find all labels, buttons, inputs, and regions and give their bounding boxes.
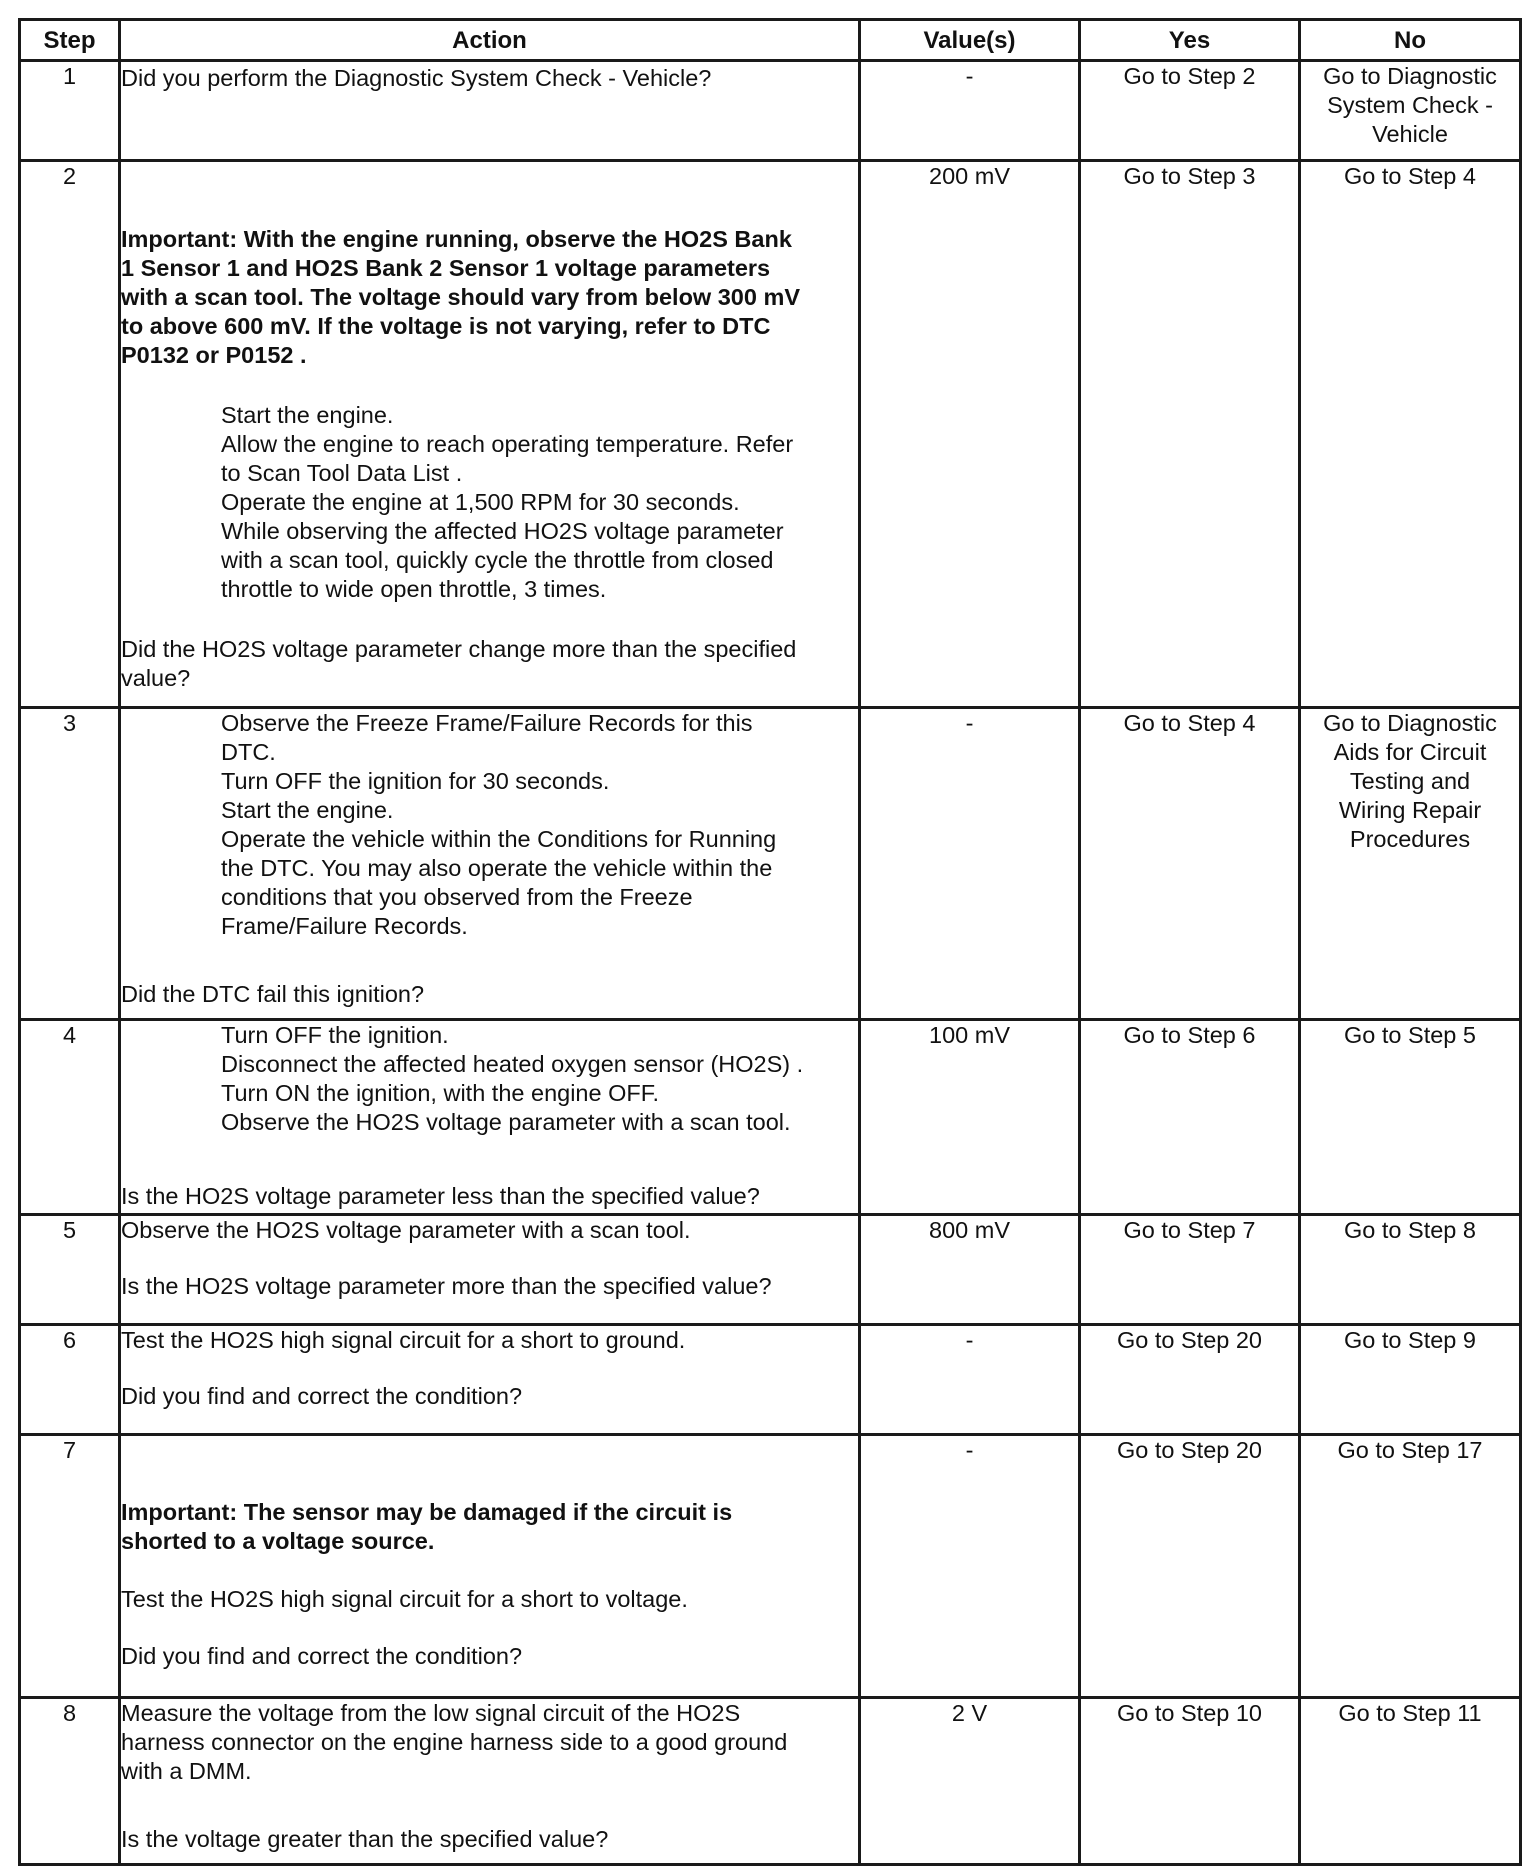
action-cell: [120, 708, 860, 1020]
instruction-text: [121, 1699, 858, 1786]
procedure-line: the DTC. You may also operate the vehicle within the: [221, 855, 773, 881]
instruction-line: with a DMM.: [121, 1758, 252, 1784]
question-text: Did you perform the Diagnostic System Check - Vehicle?: [121, 65, 712, 91]
instruction-text: Test the HO2S high signal circuit for a short to ground.: [121, 1327, 686, 1353]
step-number: 6: [20, 1325, 120, 1435]
action-cell: [120, 1698, 860, 1865]
procedure-line: Turn OFF the ignition for 30 seconds.: [221, 768, 610, 794]
instruction-text: Test the HO2S high signal circuit for a short to voltage.: [121, 1586, 688, 1612]
procedure-line: Turn ON the ignition, with the engine OFF.: [221, 1080, 660, 1106]
procedure-line: DTC.: [221, 739, 276, 765]
value-cell: 2 V: [860, 1698, 1080, 1865]
procedure-line: Disconnect the affected heated oxygen sensor (HO2S) .: [221, 1051, 804, 1077]
no-line: Go to Diagnostic: [1323, 63, 1497, 89]
question-line: value?: [121, 665, 191, 691]
question-text: Is the HO2S voltage parameter less than the specified value?: [121, 1183, 760, 1209]
yes-link[interactable]: Go to Step 7: [1080, 1215, 1300, 1325]
yes-link[interactable]: Go to Step 10: [1080, 1698, 1300, 1865]
action-cell: [120, 1435, 860, 1698]
question-text: [121, 635, 858, 693]
step-number: 5: [20, 1215, 120, 1325]
value-cell: 800 mV: [860, 1215, 1080, 1325]
question-text: Is the HO2S voltage parameter more than the specified value?: [121, 1273, 772, 1299]
table-row: [20, 1215, 1521, 1325]
important-line: Important: With the engine running, observe the HO2S Bank: [121, 226, 792, 252]
table-row: [20, 161, 1521, 708]
instruction-text: Observe the HO2S voltage parameter with a scan tool.: [121, 1217, 691, 1243]
value-cell: 200 mV: [860, 161, 1080, 708]
no-line: System Check -: [1327, 92, 1493, 118]
yes-link[interactable]: Go to Step 2: [1080, 61, 1300, 161]
step-number: 7: [20, 1435, 120, 1698]
procedure-line: Observe the HO2S voltage parameter with a scan tool.: [221, 1109, 791, 1135]
important-note: [121, 1498, 858, 1556]
header-step: Step: [20, 20, 120, 61]
no-link[interactable]: [1300, 708, 1521, 1020]
procedure-line: to Scan Tool Data List .: [221, 460, 463, 486]
procedure-line: with a scan tool, quickly cycle the throttle from closed: [221, 547, 774, 573]
no-line: Go to Diagnostic: [1323, 710, 1497, 736]
question-text: Did you find and correct the condition?: [121, 1383, 523, 1409]
action-cell: [120, 1020, 860, 1215]
header-values: Value(s): [860, 20, 1080, 61]
important-note: [121, 225, 858, 370]
step-number: 1: [20, 61, 120, 161]
procedure-line: Operate the vehicle within the Conditions for Running: [221, 826, 777, 852]
question-text: Did the DTC fail this ignition?: [121, 981, 425, 1007]
action-cell: [120, 161, 860, 708]
procedure-line: Observe the Freeze Frame/Failure Records for this: [221, 710, 753, 736]
step-number: 4: [20, 1020, 120, 1215]
step-number: 8: [20, 1698, 120, 1865]
question-text: Is the voltage greater than the specified value?: [121, 1826, 609, 1852]
diagnostic-table: [18, 18, 1522, 1866]
no-link[interactable]: Go to Step 9: [1300, 1325, 1521, 1435]
procedure-line: Start the engine.: [221, 402, 394, 428]
important-line: Important: The sensor may be damaged if the circuit is: [121, 1499, 733, 1525]
header-no: No: [1300, 20, 1521, 61]
procedure-line: Start the engine.: [221, 797, 394, 823]
procedure-line: While observing the affected HO2S voltage parameter: [221, 518, 784, 544]
header-row: [20, 20, 1521, 61]
no-link[interactable]: Go to Step 5: [1300, 1020, 1521, 1215]
no-line: Wiring Repair: [1338, 797, 1482, 823]
table-row: [20, 708, 1521, 1020]
action-cell: [120, 1215, 860, 1325]
procedure-line: throttle to wide open throttle, 3 times.: [221, 576, 607, 602]
important-line: to above 600 mV. If the voltage is not varying, refer to DTC: [121, 313, 771, 339]
header-action: Action: [120, 20, 860, 61]
procedure-line: conditions that you observed from the Freeze: [221, 884, 693, 910]
instruction-line: harness connector on the engine harness side to a good ground: [121, 1729, 788, 1755]
table-row: [20, 1325, 1521, 1435]
yes-link[interactable]: Go to Step 6: [1080, 1020, 1300, 1215]
no-line: Vehicle: [1372, 121, 1448, 147]
value-cell: 100 mV: [860, 1020, 1080, 1215]
table-row: [20, 61, 1521, 161]
procedure-line: Operate the engine at 1,500 RPM for 30 seconds.: [221, 489, 740, 515]
value-cell: -: [860, 708, 1080, 1020]
table-row: [20, 1435, 1521, 1698]
no-link[interactable]: Go to Step 17: [1300, 1435, 1521, 1698]
step-number: 2: [20, 161, 120, 708]
value-cell: -: [860, 1435, 1080, 1698]
value-cell: -: [860, 61, 1080, 161]
no-line: Testing and: [1349, 768, 1471, 794]
procedure-line: Allow the engine to reach operating temperature. Refer: [221, 431, 794, 457]
important-line: 1 Sensor 1 and HO2S Bank 2 Sensor 1 voltage parameters: [121, 255, 771, 281]
action-cell: [120, 1325, 860, 1435]
procedure-steps: [121, 709, 858, 941]
instruction-line: Measure the voltage from the low signal circuit of the HO2S: [121, 1700, 741, 1726]
action-cell: [120, 61, 860, 161]
table-row: [20, 1698, 1521, 1865]
no-link[interactable]: Go to Step 8: [1300, 1215, 1521, 1325]
important-line: with a scan tool. The voltage should vary from below 300 mV: [121, 284, 801, 310]
procedure-line: Turn OFF the ignition.: [221, 1022, 449, 1048]
no-link[interactable]: Go to Step 11: [1300, 1698, 1521, 1865]
important-line: P0132 or P0152 .: [121, 342, 307, 368]
no-link[interactable]: [1300, 61, 1521, 161]
question-text: Did you find and correct the condition?: [121, 1643, 523, 1669]
yes-link[interactable]: Go to Step 4: [1080, 708, 1300, 1020]
table-row: [20, 1020, 1521, 1215]
no-link[interactable]: Go to Step 4: [1300, 161, 1521, 708]
procedure-line: Frame/Failure Records.: [221, 913, 468, 939]
header-yes: Yes: [1080, 20, 1300, 61]
procedure-steps: [121, 1021, 858, 1137]
no-line: Procedures: [1349, 826, 1471, 852]
value-cell: -: [860, 1325, 1080, 1435]
procedure-steps: [121, 401, 858, 604]
important-line: shorted to a voltage source.: [121, 1528, 435, 1554]
step-number: 3: [20, 708, 120, 1020]
question-line: Did the HO2S voltage parameter change more than the specified: [121, 636, 797, 662]
yes-link[interactable]: Go to Step 3: [1080, 161, 1300, 708]
yes-link[interactable]: Go to Step 20: [1080, 1325, 1300, 1435]
yes-link[interactable]: Go to Step 20: [1080, 1435, 1300, 1698]
no-line: Aids for Circuit: [1333, 739, 1487, 765]
